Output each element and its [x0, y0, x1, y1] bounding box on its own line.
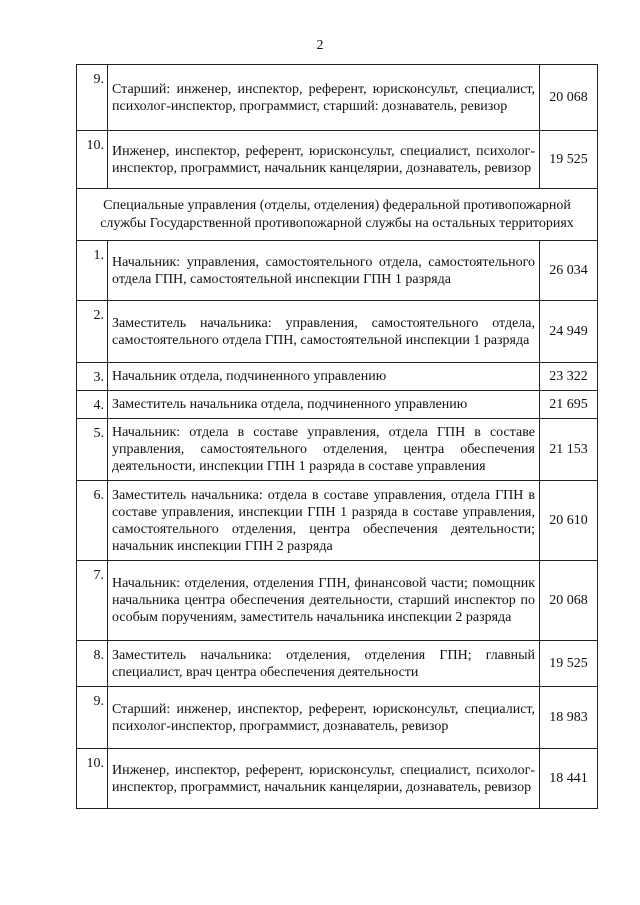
salary-value: 20 068 [540, 561, 598, 641]
page-number: 2 [316, 38, 324, 53]
position-description: Инженер, инспектор, референт, юрисконсульт, специалист, психолог-инспектор, программист, начальник канцелярии, дознаватель, ревизор [108, 131, 540, 189]
salary-value: 24 949 [540, 301, 598, 363]
row-number: 2. [77, 301, 108, 363]
position-description: Инженер, инспектор, референт, юрисконсульт, специалист, психолог-инспектор, программист, начальник канцелярии, дознаватель, ревизор [108, 749, 540, 809]
position-description: Старший: инженер, инспектор, референт, юрисконсульт, специалист, психолог-инспектор, программист, дознаватель, ревизор [108, 687, 540, 749]
salary-value: 23 322 [540, 363, 598, 391]
table-row [77, 363, 598, 391]
table-row [77, 131, 598, 189]
salary-value: 18 983 [540, 687, 598, 749]
row-number: 5. [77, 419, 108, 481]
row-number: 10. [77, 131, 108, 189]
table-row [77, 391, 598, 419]
salary-value: 20 610 [540, 481, 598, 561]
salary-value: 19 525 [540, 131, 598, 189]
row-number: 9. [77, 687, 108, 749]
position-description: Заместитель начальника: отделения, отделения ГПН; главный специалист, врач центра обеспечения деятельности [108, 641, 540, 687]
table-row [77, 419, 598, 481]
row-number: 10. [77, 749, 108, 809]
section-heading-row [77, 189, 598, 241]
table-row [77, 241, 598, 301]
salary-value: 20 068 [540, 65, 598, 131]
table-row [77, 301, 598, 363]
table-row [77, 481, 598, 561]
position-description: Начальник: отдела в составе управления, отдела ГПН в составе управления, самостоятельного отделения, центра обеспечения деятельности, инспекции ГПН 1 разряда в составе управления [108, 419, 540, 481]
row-number: 7. [77, 561, 108, 641]
row-number: 4. [77, 391, 108, 419]
position-description: Заместитель начальника: управления, самостоятельного отдела, самостоятельного отдела ГПН, самостоятельной инспекции 1 разряда [108, 301, 540, 363]
table-row [77, 687, 598, 749]
table-row [77, 65, 598, 131]
salary-value: 21 695 [540, 391, 598, 419]
position-description: Начальник: управления, самостоятельного отдела, самостоятельного отдела ГПН, самостоятельной инспекции ГПН 1 разряда [108, 241, 540, 301]
row-number: 6. [77, 481, 108, 561]
position-description: Заместитель начальника отдела, подчиненного управлению [108, 391, 540, 419]
salary-value: 18 441 [540, 749, 598, 809]
row-number: 1. [77, 241, 108, 301]
salary-table [76, 64, 598, 809]
position-description: Заместитель начальника: отдела в составе управления, отдела ГПН в составе управления, инспекции ГПН 1 разряда в составе управления, самостоятельного отделения, центра обеспечения деятельности; начальник инспекции ГПН 2 разряда [108, 481, 540, 561]
salary-value: 19 525 [540, 641, 598, 687]
row-number: 8. [77, 641, 108, 687]
position-description: Старший: инженер, инспектор, референт, юрисконсульт, специалист, психолог-инспектор, программист, старший: дознаватель, ревизор [108, 65, 540, 131]
row-number: 9. [77, 65, 108, 131]
salary-value: 26 034 [540, 241, 598, 301]
salary-value: 21 153 [540, 419, 598, 481]
table-row [77, 641, 598, 687]
position-description: Начальник отдела, подчиненного управлению [108, 363, 540, 391]
row-number: 3. [77, 363, 108, 391]
table-row [77, 561, 598, 641]
table-row [77, 749, 598, 809]
section-heading: Специальные управления (отделы, отделения) федеральной противопожарной службы Государственной противопожарной службы на остальных территориях [77, 189, 598, 241]
position-description: Начальник: отделения, отделения ГПН, финансовой части; помощник начальника центра обеспечения деятельности, старший инспектор по особым поручениям, заместитель начальника инспекции 2 разряда [108, 561, 540, 641]
